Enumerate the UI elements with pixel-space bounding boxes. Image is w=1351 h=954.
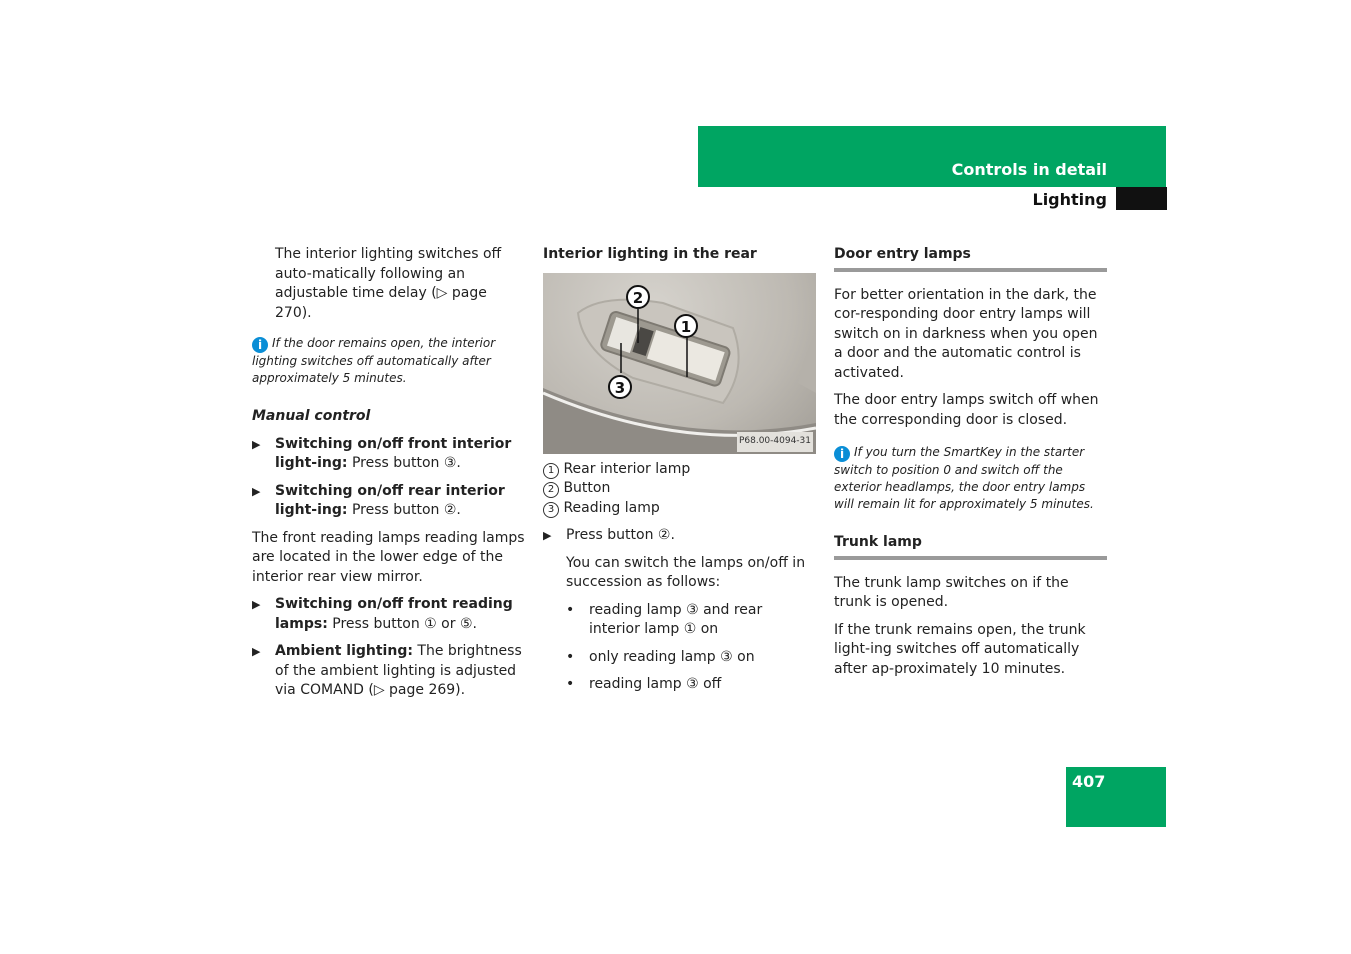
- callout-label: 2: [632, 288, 644, 307]
- info-note: i If the door remains open, the interior lighting switches off automatically after approximately 5 minutes.: [252, 336, 496, 385]
- triangle-bullet-icon: ▶: [252, 437, 261, 451]
- page-number: 407: [1072, 772, 1106, 791]
- intro-paragraph: The interior lighting switches off auto-matically following an adjustable time delay (▷ page 270).: [275, 246, 502, 321]
- column-right: [834, 245, 1107, 679]
- callout-marker: [627, 286, 649, 308]
- instruction-item: ▶ Ambient lighting: The brightness of the ambient lighting is adjusted via COMAND (▷ page 269).: [252, 643, 522, 698]
- instruction-item: ▶ Switching on/off front reading lamps: Press button ① or ⑤.: [252, 596, 513, 632]
- rear-lighting-heading: Interior lighting in the rear: [543, 246, 757, 262]
- door-paragraph: For better orientation in the dark, the cor-responding door entry lamps will switch on in darkness when you open a door and the automatic control is activated.: [834, 286, 1098, 381]
- door-paragraph: The door entry lamps switch off when the corresponding door is closed.: [834, 392, 1099, 428]
- subsection-title: Lighting: [1032, 190, 1107, 209]
- column-left: [252, 245, 527, 701]
- trunk-paragraph: The trunk lamp switches on if the trunk is opened.: [834, 574, 1069, 610]
- trunk-heading: Trunk lamp: [834, 533, 1107, 560]
- callout-label: 1: [680, 317, 692, 336]
- triangle-bullet-icon: ▶: [252, 598, 261, 611]
- legend-item: 2 Button: [543, 479, 816, 499]
- rear-lamp-illustration: [543, 273, 816, 454]
- callout-marker: [609, 376, 631, 398]
- figure-legend: [543, 460, 816, 519]
- callout-label: 3: [614, 378, 626, 397]
- list-item: • only reading lamp ③ on: [566, 648, 755, 665]
- sequence-list: [543, 601, 816, 695]
- door-entry-heading: Door entry lamps: [834, 245, 1107, 272]
- column-middle: [543, 245, 816, 695]
- info-icon: i: [834, 446, 850, 462]
- instruction-item: ▶ Press button ②.: [543, 526, 816, 546]
- legend-item: 1 Rear interior lamp: [543, 460, 816, 480]
- reading-lamps-paragraph: The front reading lamps reading lamps are located in the lower edge of the interior rear view mirror.: [252, 529, 525, 585]
- info-note: i If you turn the SmartKey in the starter switch to position 0 and switch off the exterior headlamps, the door entry lamps will remain lit for approximately 5 minutes.: [834, 445, 1094, 511]
- step-paragraph: You can switch the lamps on/off in succession as follows:: [566, 554, 806, 590]
- triangle-bullet-icon: ▶: [252, 645, 261, 658]
- triangle-bullet-icon: ▶: [543, 529, 552, 542]
- instruction-item: ▶ Switching on/off rear interior light-ing: Press button ②.: [252, 482, 505, 518]
- figure-code: P68.00-4094-31: [737, 432, 813, 452]
- legend-item: 3 Reading lamp: [543, 499, 816, 519]
- trunk-paragraph: If the trunk remains open, the trunk light-ing switches off automatically after ap-proximately 10 minutes.: [834, 621, 1086, 677]
- list-item: • reading lamp ③ and rear interior lamp ① on: [566, 601, 763, 637]
- header-marker: [1116, 187, 1167, 210]
- rear-lamp-figure: [543, 273, 816, 454]
- instruction-item: ▶ Switching on/off front interior light-ing: Press button ③.: [252, 435, 512, 471]
- list-item: • reading lamp ③ off: [566, 676, 722, 692]
- callout-marker: [675, 315, 697, 337]
- section-title: Controls in detail: [951, 160, 1107, 179]
- manual-control-heading: Manual control: [252, 408, 371, 424]
- info-icon: i: [252, 337, 268, 353]
- triangle-bullet-icon: ▶: [252, 484, 261, 498]
